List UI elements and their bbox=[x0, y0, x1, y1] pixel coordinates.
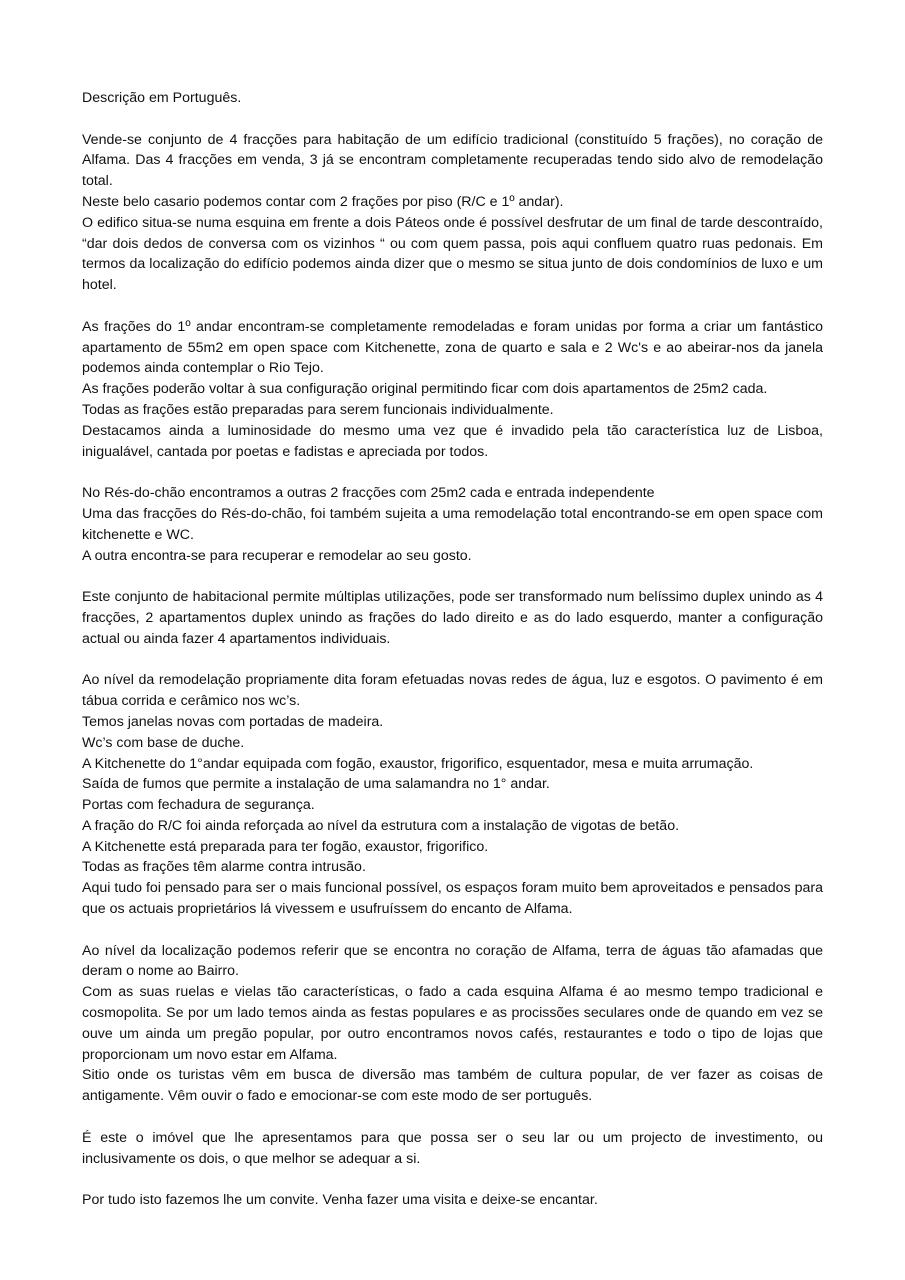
spacer bbox=[82, 296, 823, 317]
paragraph-smoke-outlet: Saída de fumos que permite a instalação de uma salamandra no 1° andar. bbox=[82, 776, 550, 793]
paragraph-windows: Temos janelas novas com portadas de madeira. bbox=[82, 713, 384, 730]
paragraph-fractions-per-floor: Neste belo casario podemos contar com 2 frações por piso (R/C e 1º andar). bbox=[82, 193, 564, 210]
paragraph-first-floor: As frações do 1º andar encontram-se completamente remodeladas e foram unidas por forma a criar um fantástico apartamento de 55m2 em open space com Kitchenette, zona de quarto e sala e 2 Wc's e ao abeirar-nos da janela podemos ainda contemplar o Rio Tejo. bbox=[82, 318, 823, 377]
paragraph-location: Ao nível da localização podemos referir que se encontra no coração de Alfama, terra de águas tão afamadas que deram o nome ao Bairro. bbox=[82, 942, 823, 980]
paragraph-investment: É este o imóvel que lhe apresentamos para que possa ser o seu lar ou um projecto de investimento, ou inclusivamente os dois, o que melhor se adequar a si. bbox=[82, 1129, 823, 1167]
document-heading: Descrição em Português. bbox=[82, 90, 242, 106]
paragraph-alfama-character: Com as suas ruelas e vielas tão características, o fado a cada esquina Alfama é ao mesmo tempo tradicional e cosmopolita. Se por um lado temos ainda as festas populares e as procissões seculares onde de quando em vez se ouve um ainda um pregão popular, por outro encontramos novos cafés, restaurantes e todo o tipo de lojas que proporcionam um novo estar em Alfama. bbox=[82, 984, 823, 1063]
paragraph-alarm: Todas as frações têm alarme contra intrusão. bbox=[82, 859, 366, 876]
paragraph-ground-floor: No Rés-do-chão encontramos a outras 2 fracções com 25m2 cada e entrada independente bbox=[82, 485, 655, 502]
spacer bbox=[82, 462, 823, 483]
paragraph-remodel-details: Ao nível da remodelação propriamente dita foram efetuadas novas redes de água, luz e esgotos. O pavimento é em tábua corrida e cerâmico nos wc’s. bbox=[82, 672, 823, 710]
paragraph-functional: Todas as frações estão preparadas para serem funcionais individualmente. bbox=[82, 401, 554, 418]
paragraph-security-doors: Portas com fechadura de segurança. bbox=[82, 797, 315, 814]
paragraph-functional-design: Aqui tudo foi pensado para ser o mais funcional possível, os espaços foram muito bem aproveitados e pensados para que os actuais proprietários lá vivessem e usufruíssem do encanto de Alfama. bbox=[82, 880, 823, 918]
paragraph-luminosity: Destacamos ainda a luminosidade do mesmo uma vez que é invadido pela tão característica luz de Lisboa, inigualável, cantada por poetas e fadistas e apreciada por todos. bbox=[82, 422, 823, 460]
document-page bbox=[82, 88, 823, 1211]
spacer bbox=[82, 920, 823, 941]
paragraph-ground-floor-other: A outra encontra-se para recuperar e remodelar ao seu gosto. bbox=[82, 547, 472, 564]
paragraph-showers: Wc’s com base de duche. bbox=[82, 734, 245, 751]
paragraph-multiple-uses: Este conjunto de habitacional permite múltiplas utilizações, pode ser transformado num belíssimo duplex unindo as 4 fracções, 2 apartamentos duplex unindo as frações do lado direito e as do lado esquerdo, manter a configuração actual ou ainda fazer 4 apartamentos individuais. bbox=[82, 589, 823, 647]
paragraph-original-configuration: As frações poderão voltar à sua configuração original permitindo ficar com dois apartamentos de 25m2 cada. bbox=[82, 381, 768, 398]
paragraph-tourists: Sitio onde os turistas vêm em busca de diversão mas também de cultura popular, de ver fazer as coisas de antigamente. Vêm ouvir o fado e emocionar-se com este modo de ser português. bbox=[82, 1067, 823, 1105]
spacer bbox=[82, 566, 823, 587]
paragraph-kitchenette-ready: A Kitchenette está preparada para ter fogão, exaustor, frigorifico. bbox=[82, 838, 489, 855]
spacer bbox=[82, 1107, 823, 1128]
paragraph-ground-floor-remodel: Uma das fracções do Rés-do-chão, foi também sujeita a uma remodelação total encontrando-se em open space com kitchenette e WC. bbox=[82, 505, 823, 543]
paragraph-building-location: O edifico situa-se numa esquina em frente a dois Páteos onde é possível desfrutar de um final de tarde descontraído, “dar dois dedos de conversa com os vizinhos “ ou com quem passa, pois aqui confluem quatro ruas pedonais. Em termos da localização do edifício podemos ainda dizer que o mesmo se situa junto de dois condomínios de luxo e um hotel. bbox=[82, 214, 823, 294]
paragraph-structure: A fração do R/C foi ainda reforçada ao nível da estrutura com a instalação de vigotas de betão. bbox=[82, 817, 680, 834]
paragraph-intro: Vende-se conjunto de 4 fracções para habitação de um edifício tradicional (constituído 5 frações), no coração de Alfama. Das 4 fracções em venda, 3 já se encontram completamente recuperadas tendo sido alvo de remodelação total. bbox=[82, 131, 823, 190]
spacer bbox=[82, 650, 823, 671]
paragraph-invitation: Por tudo isto fazemos lhe um convite. Venha fazer uma visita e deixe-se encantar. bbox=[82, 1192, 598, 1209]
paragraph-kitchenette-first-floor: A Kitchenette do 1°andar equipada com fogão, exaustor, frigorifico, esquentador, mesa e muita arrumação. bbox=[82, 755, 754, 772]
spacer bbox=[82, 109, 823, 130]
spacer bbox=[82, 1169, 823, 1190]
